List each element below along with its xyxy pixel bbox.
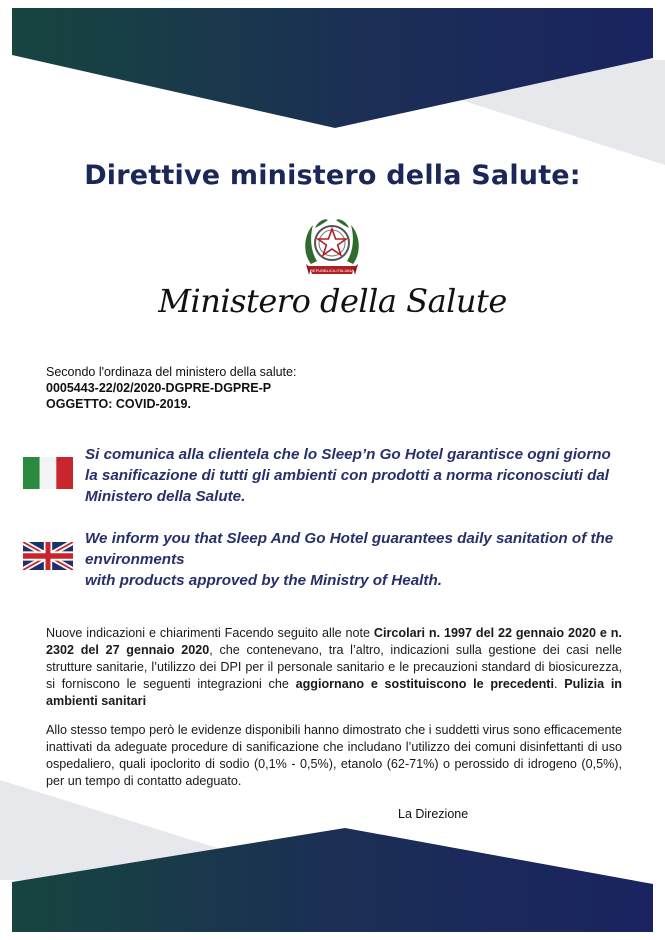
page-title: Direttive ministero della Salute:	[84, 160, 581, 191]
italian-notice-line: Ministero della Salute.	[85, 488, 246, 505]
body-paragraph-2: Allo stesso tempo però le evidenze disponibili hanno dimostrato che i suddetti virus sono efficacemente inattivati da adeguate procedure di sanificazione che includano l’utilizzo dei comuni disinfettanti di uso ospedaliero, quali ipoclorito di sodio (0,1% - 0,5%), etanolo (62-71%) o perossido di idrogeno (0,5%), per un tempo di contatto adeguato.	[46, 723, 622, 788]
uk-flag-icon	[23, 542, 73, 570]
ministry-wordmark: Ministero della Salute	[158, 282, 507, 320]
italy-flag-icon	[23, 457, 73, 489]
ordinance-subject: OGGETTO: COVID-2019.	[46, 397, 191, 411]
ordinance-block	[46, 364, 296, 412]
italian-notice-line: la sanificazione di tutti gli ambienti con prodotti a norma riconosciuti dal	[85, 467, 610, 484]
svg-text:REPUBBLICA ITALIANA: REPUBBLICA ITALIANA	[310, 268, 354, 274]
english-notice-line: with products approved by the Ministry of Health.	[85, 572, 442, 589]
body-paragraph-1: Nuove indicazioni e chiarimenti Facendo seguito alle note Circolari n. 1997 del 22 gennaio 2020 e n. 2302 del 27 gennaio 2020, che contenevano, tra l’altro, indicazioni sulla gestione dei casi nelle strutture sanitarie, l’utilizzo dei DPI per il personale sanitario e le precauzioni standard di biosicurezza, si forniscono le seguenti integrazioni che aggiornano e sostituiscono le precedenti. Pulizia in ambienti sanitari	[46, 626, 623, 708]
ordinance-intro: Secondo l'ordinaza del ministero della salute:	[46, 365, 297, 379]
english-notice-line: environments	[85, 551, 185, 568]
italian-republic-emblem-icon	[297, 212, 367, 284]
italian-notice-line: Si comunica alla clientela che lo Sleep’n Go Hotel garantisce ogni giorno	[85, 446, 611, 463]
signature: La Direzione	[398, 807, 469, 821]
english-notice	[85, 528, 613, 591]
english-notice-line: We inform you that Sleep And Go Hotel guarantees daily sanitation of the	[85, 530, 614, 547]
ordinance-code: 0005443-22/02/2020-DGPRE-DGPRE-P	[46, 381, 272, 395]
italian-notice	[85, 444, 611, 507]
